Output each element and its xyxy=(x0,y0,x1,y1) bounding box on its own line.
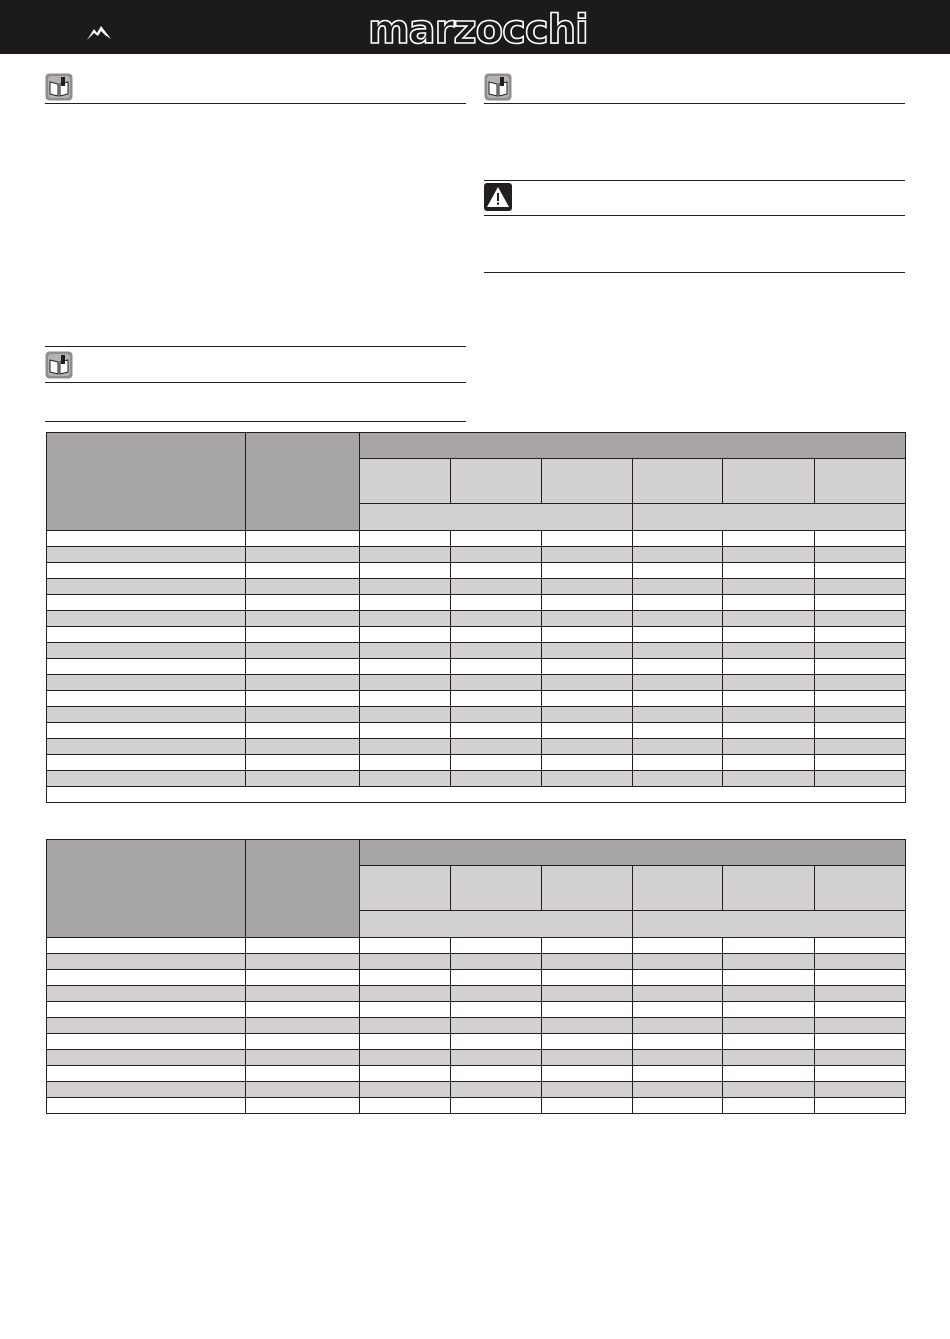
table-cell xyxy=(633,611,723,627)
table-cell xyxy=(815,579,906,595)
divider xyxy=(45,382,466,383)
header-cell xyxy=(542,459,633,504)
table-cell xyxy=(451,627,542,643)
header-cell xyxy=(47,840,246,938)
table-cell xyxy=(360,595,451,611)
table-cell xyxy=(723,723,815,739)
table-row xyxy=(47,1050,906,1066)
table-cell xyxy=(542,771,633,787)
table-cell xyxy=(47,771,246,787)
table-row xyxy=(47,938,906,954)
table-cell xyxy=(542,1050,633,1066)
table-cell xyxy=(723,1098,815,1114)
table-cell xyxy=(451,707,542,723)
table-cell xyxy=(246,1034,360,1050)
table-cell xyxy=(246,611,360,627)
table-cell xyxy=(542,675,633,691)
table-cell xyxy=(633,1050,723,1066)
table-row xyxy=(47,627,906,643)
table-cell xyxy=(723,1018,815,1034)
table-cell xyxy=(47,579,246,595)
table-cell xyxy=(246,1098,360,1114)
table-cell xyxy=(815,531,906,547)
table-cell xyxy=(542,1034,633,1050)
table-cell xyxy=(360,691,451,707)
table-cell xyxy=(815,1050,906,1066)
table-cell xyxy=(360,1082,451,1098)
table-cell xyxy=(246,659,360,675)
table-cell xyxy=(451,1066,542,1082)
brand-logo: marzocchi xyxy=(368,7,588,53)
table-cell xyxy=(633,595,723,611)
header-cell xyxy=(633,911,906,938)
table-cell xyxy=(47,1034,246,1050)
table-row xyxy=(47,595,906,611)
table-cell xyxy=(47,707,246,723)
divider xyxy=(484,103,905,104)
divider xyxy=(484,180,905,181)
table-cell xyxy=(723,954,815,970)
table-cell xyxy=(815,595,906,611)
table-cell xyxy=(723,563,815,579)
table-cell xyxy=(815,1098,906,1114)
table-cell xyxy=(815,627,906,643)
table-cell xyxy=(360,707,451,723)
table-cell xyxy=(542,970,633,986)
table-cell xyxy=(246,707,360,723)
table-row xyxy=(47,643,906,659)
table-cell xyxy=(542,579,633,595)
table-cell xyxy=(451,755,542,771)
table-cell xyxy=(47,1066,246,1082)
table-cell xyxy=(815,611,906,627)
book-icon xyxy=(484,73,512,101)
table-cell xyxy=(723,1002,815,1018)
table-cell xyxy=(47,659,246,675)
header-cell xyxy=(360,459,451,504)
table-cell xyxy=(47,691,246,707)
table-cell xyxy=(360,771,451,787)
table-cell xyxy=(723,938,815,954)
table-cell xyxy=(47,1098,246,1114)
header-cell xyxy=(360,911,633,938)
table-cell xyxy=(47,954,246,970)
table-cell xyxy=(360,563,451,579)
table-cell xyxy=(815,547,906,563)
table-cell xyxy=(633,531,723,547)
table-cell xyxy=(542,1018,633,1034)
header-cell xyxy=(542,866,633,911)
table-cell xyxy=(723,675,815,691)
divider xyxy=(484,215,905,216)
table-cell xyxy=(815,723,906,739)
table-cell xyxy=(360,970,451,986)
table-cell xyxy=(47,1018,246,1034)
table-cell xyxy=(723,1066,815,1082)
table-cell xyxy=(723,771,815,787)
table-cell xyxy=(633,547,723,563)
table-cell xyxy=(246,675,360,691)
table-cell xyxy=(246,723,360,739)
table-row xyxy=(47,739,906,755)
table-cell xyxy=(360,954,451,970)
table-row xyxy=(47,691,906,707)
table-row xyxy=(47,954,906,970)
table-cell xyxy=(723,611,815,627)
table-cell xyxy=(815,771,906,787)
table-cell xyxy=(246,595,360,611)
table-cell xyxy=(723,579,815,595)
table-cell xyxy=(723,627,815,643)
table-cell xyxy=(246,1050,360,1066)
table-cell xyxy=(542,531,633,547)
header-cell xyxy=(633,866,723,911)
divider xyxy=(45,103,466,104)
table-cell xyxy=(246,739,360,755)
table-cell xyxy=(451,1082,542,1098)
table-cell xyxy=(246,970,360,986)
table-cell xyxy=(246,1066,360,1082)
table-cell xyxy=(633,1082,723,1098)
table-cell xyxy=(633,675,723,691)
table-cell xyxy=(815,1082,906,1098)
table-row xyxy=(47,723,906,739)
table-cell xyxy=(360,675,451,691)
table-cell xyxy=(723,691,815,707)
table-row xyxy=(47,611,906,627)
table-cell xyxy=(246,579,360,595)
table-cell xyxy=(542,739,633,755)
table-cell xyxy=(360,643,451,659)
table-cell xyxy=(723,643,815,659)
table-cell xyxy=(723,531,815,547)
table-cell xyxy=(815,563,906,579)
table-cell xyxy=(815,1034,906,1050)
table-cell xyxy=(451,771,542,787)
table-cell xyxy=(360,938,451,954)
table-cell xyxy=(451,1098,542,1114)
table-cell xyxy=(542,938,633,954)
divider xyxy=(45,421,466,422)
table-cell xyxy=(360,547,451,563)
table-cell xyxy=(360,755,451,771)
table-cell xyxy=(360,1050,451,1066)
table-row xyxy=(47,1082,906,1098)
table-cell xyxy=(451,531,542,547)
header-cell xyxy=(360,433,906,459)
table-cell xyxy=(815,643,906,659)
table-cell xyxy=(815,970,906,986)
book-icon xyxy=(45,351,73,379)
table-cell xyxy=(451,691,542,707)
table-cell xyxy=(633,707,723,723)
table-row xyxy=(47,531,906,547)
table-cell xyxy=(542,723,633,739)
table-cell xyxy=(47,970,246,986)
table-cell xyxy=(451,954,542,970)
table-cell xyxy=(47,627,246,643)
table-row xyxy=(47,707,906,723)
table-cell xyxy=(360,723,451,739)
table-cell xyxy=(815,986,906,1002)
table-row xyxy=(47,986,906,1002)
table-cell xyxy=(542,611,633,627)
header-bar xyxy=(0,0,950,54)
table-cell xyxy=(815,1018,906,1034)
header-cell xyxy=(633,504,906,531)
table-cell xyxy=(246,1018,360,1034)
table-cell xyxy=(815,691,906,707)
header-cell xyxy=(815,866,906,911)
table-cell xyxy=(633,739,723,755)
table-cell xyxy=(542,1098,633,1114)
table-cell xyxy=(542,627,633,643)
table-cell xyxy=(815,739,906,755)
table-cell xyxy=(542,547,633,563)
mountain-icon xyxy=(86,24,112,42)
table-cell xyxy=(723,595,815,611)
table-cell xyxy=(542,1066,633,1082)
table-cell xyxy=(815,659,906,675)
table-cell xyxy=(542,643,633,659)
table-cell xyxy=(723,1082,815,1098)
header-cell xyxy=(246,840,360,938)
table-row xyxy=(47,1018,906,1034)
table-cell xyxy=(360,611,451,627)
table-cell xyxy=(451,938,542,954)
table-spacer xyxy=(47,787,906,803)
header-cell xyxy=(360,866,451,911)
table-cell xyxy=(633,970,723,986)
table-cell xyxy=(542,691,633,707)
table-bottom xyxy=(46,839,906,1114)
table-cell xyxy=(633,1002,723,1018)
table-cell xyxy=(633,1066,723,1082)
table-cell xyxy=(451,986,542,1002)
table-row xyxy=(47,1066,906,1082)
table-cell xyxy=(451,1050,542,1066)
table-row xyxy=(47,563,906,579)
table-cell xyxy=(47,675,246,691)
table-cell xyxy=(246,627,360,643)
header-cell xyxy=(360,504,633,531)
table-cell xyxy=(47,595,246,611)
table-cell xyxy=(451,675,542,691)
table-cell xyxy=(451,739,542,755)
table-row xyxy=(47,755,906,771)
table-cell xyxy=(542,1002,633,1018)
table-cell xyxy=(47,643,246,659)
table-cell xyxy=(723,1050,815,1066)
table-cell xyxy=(633,659,723,675)
header-cell xyxy=(723,866,815,911)
table-cell xyxy=(246,691,360,707)
table-cell xyxy=(360,1034,451,1050)
divider xyxy=(484,272,905,273)
table-cell xyxy=(633,691,723,707)
table-row xyxy=(47,1034,906,1050)
table-cell xyxy=(47,531,246,547)
header-cell xyxy=(815,459,906,504)
table-cell xyxy=(542,986,633,1002)
table-cell xyxy=(723,659,815,675)
table-cell xyxy=(246,938,360,954)
table-cell xyxy=(723,739,815,755)
table-cell xyxy=(633,954,723,970)
header-cell xyxy=(633,459,723,504)
table-cell xyxy=(246,531,360,547)
header-cell xyxy=(47,433,246,531)
table-cell xyxy=(633,627,723,643)
table-cell xyxy=(47,938,246,954)
table-row xyxy=(47,659,906,675)
table-cell xyxy=(542,595,633,611)
table-cell xyxy=(360,627,451,643)
table-cell xyxy=(47,611,246,627)
table-cell xyxy=(451,595,542,611)
table-cell xyxy=(360,531,451,547)
table-cell xyxy=(451,723,542,739)
table-cell xyxy=(47,1082,246,1098)
table-cell xyxy=(542,954,633,970)
table-cell xyxy=(723,755,815,771)
table-cell xyxy=(451,1034,542,1050)
table-cell xyxy=(360,986,451,1002)
table-cell xyxy=(723,707,815,723)
table-cell xyxy=(47,1002,246,1018)
table-cell xyxy=(47,739,246,755)
table-cell xyxy=(246,643,360,659)
table-cell xyxy=(633,755,723,771)
warning-icon xyxy=(484,183,512,211)
table-cell xyxy=(815,707,906,723)
table-cell xyxy=(633,986,723,1002)
table-cell xyxy=(47,755,246,771)
table-cell xyxy=(451,579,542,595)
table-cell xyxy=(451,659,542,675)
table-cell xyxy=(246,547,360,563)
table-cell xyxy=(360,659,451,675)
table-cell xyxy=(47,1050,246,1066)
table-cell xyxy=(246,1082,360,1098)
table-cell xyxy=(47,547,246,563)
table-cell xyxy=(633,771,723,787)
table-cell xyxy=(451,970,542,986)
table-cell xyxy=(633,563,723,579)
table-cell xyxy=(451,1018,542,1034)
table-cell xyxy=(360,1002,451,1018)
table-cell xyxy=(633,643,723,659)
table-cell xyxy=(246,986,360,1002)
table-cell xyxy=(360,1018,451,1034)
header-cell xyxy=(360,840,906,866)
table-cell xyxy=(451,547,542,563)
book-icon xyxy=(45,73,73,101)
table-cell xyxy=(246,1002,360,1018)
divider xyxy=(45,346,466,347)
table-cell xyxy=(815,755,906,771)
table-cell xyxy=(723,1034,815,1050)
table-cell xyxy=(633,1034,723,1050)
table-cell xyxy=(723,986,815,1002)
table-cell xyxy=(246,563,360,579)
table-row xyxy=(47,970,906,986)
table-cell xyxy=(633,1098,723,1114)
table-cell xyxy=(815,675,906,691)
table-row xyxy=(47,1098,906,1114)
table-cell xyxy=(723,970,815,986)
table-cell xyxy=(360,739,451,755)
table-cell xyxy=(451,611,542,627)
table-cell xyxy=(542,1082,633,1098)
table-cell xyxy=(451,1002,542,1018)
table-cell xyxy=(451,643,542,659)
table-row xyxy=(47,771,906,787)
table-cell xyxy=(360,1098,451,1114)
table-cell xyxy=(360,1066,451,1082)
table-cell xyxy=(246,771,360,787)
table-cell xyxy=(47,563,246,579)
table-top xyxy=(46,432,906,803)
table-cell xyxy=(815,1066,906,1082)
table-cell xyxy=(815,954,906,970)
table-cell xyxy=(246,755,360,771)
table-row xyxy=(47,675,906,691)
table-cell xyxy=(815,1002,906,1018)
header-cell xyxy=(723,459,815,504)
table-cell xyxy=(633,1018,723,1034)
table-row xyxy=(47,547,906,563)
table-row xyxy=(47,579,906,595)
table-cell xyxy=(360,579,451,595)
table-cell xyxy=(815,938,906,954)
table-row xyxy=(47,1002,906,1018)
table-cell xyxy=(542,755,633,771)
header-cell xyxy=(451,459,542,504)
table-cell xyxy=(542,659,633,675)
table-cell xyxy=(542,563,633,579)
table-cell xyxy=(633,579,723,595)
table-cell xyxy=(451,563,542,579)
table-cell xyxy=(633,723,723,739)
header-cell xyxy=(451,866,542,911)
table-cell xyxy=(633,938,723,954)
table-cell xyxy=(47,723,246,739)
table-cell xyxy=(47,986,246,1002)
table-cell xyxy=(246,954,360,970)
header-cell xyxy=(246,433,360,531)
table-cell xyxy=(542,707,633,723)
table-cell xyxy=(723,547,815,563)
